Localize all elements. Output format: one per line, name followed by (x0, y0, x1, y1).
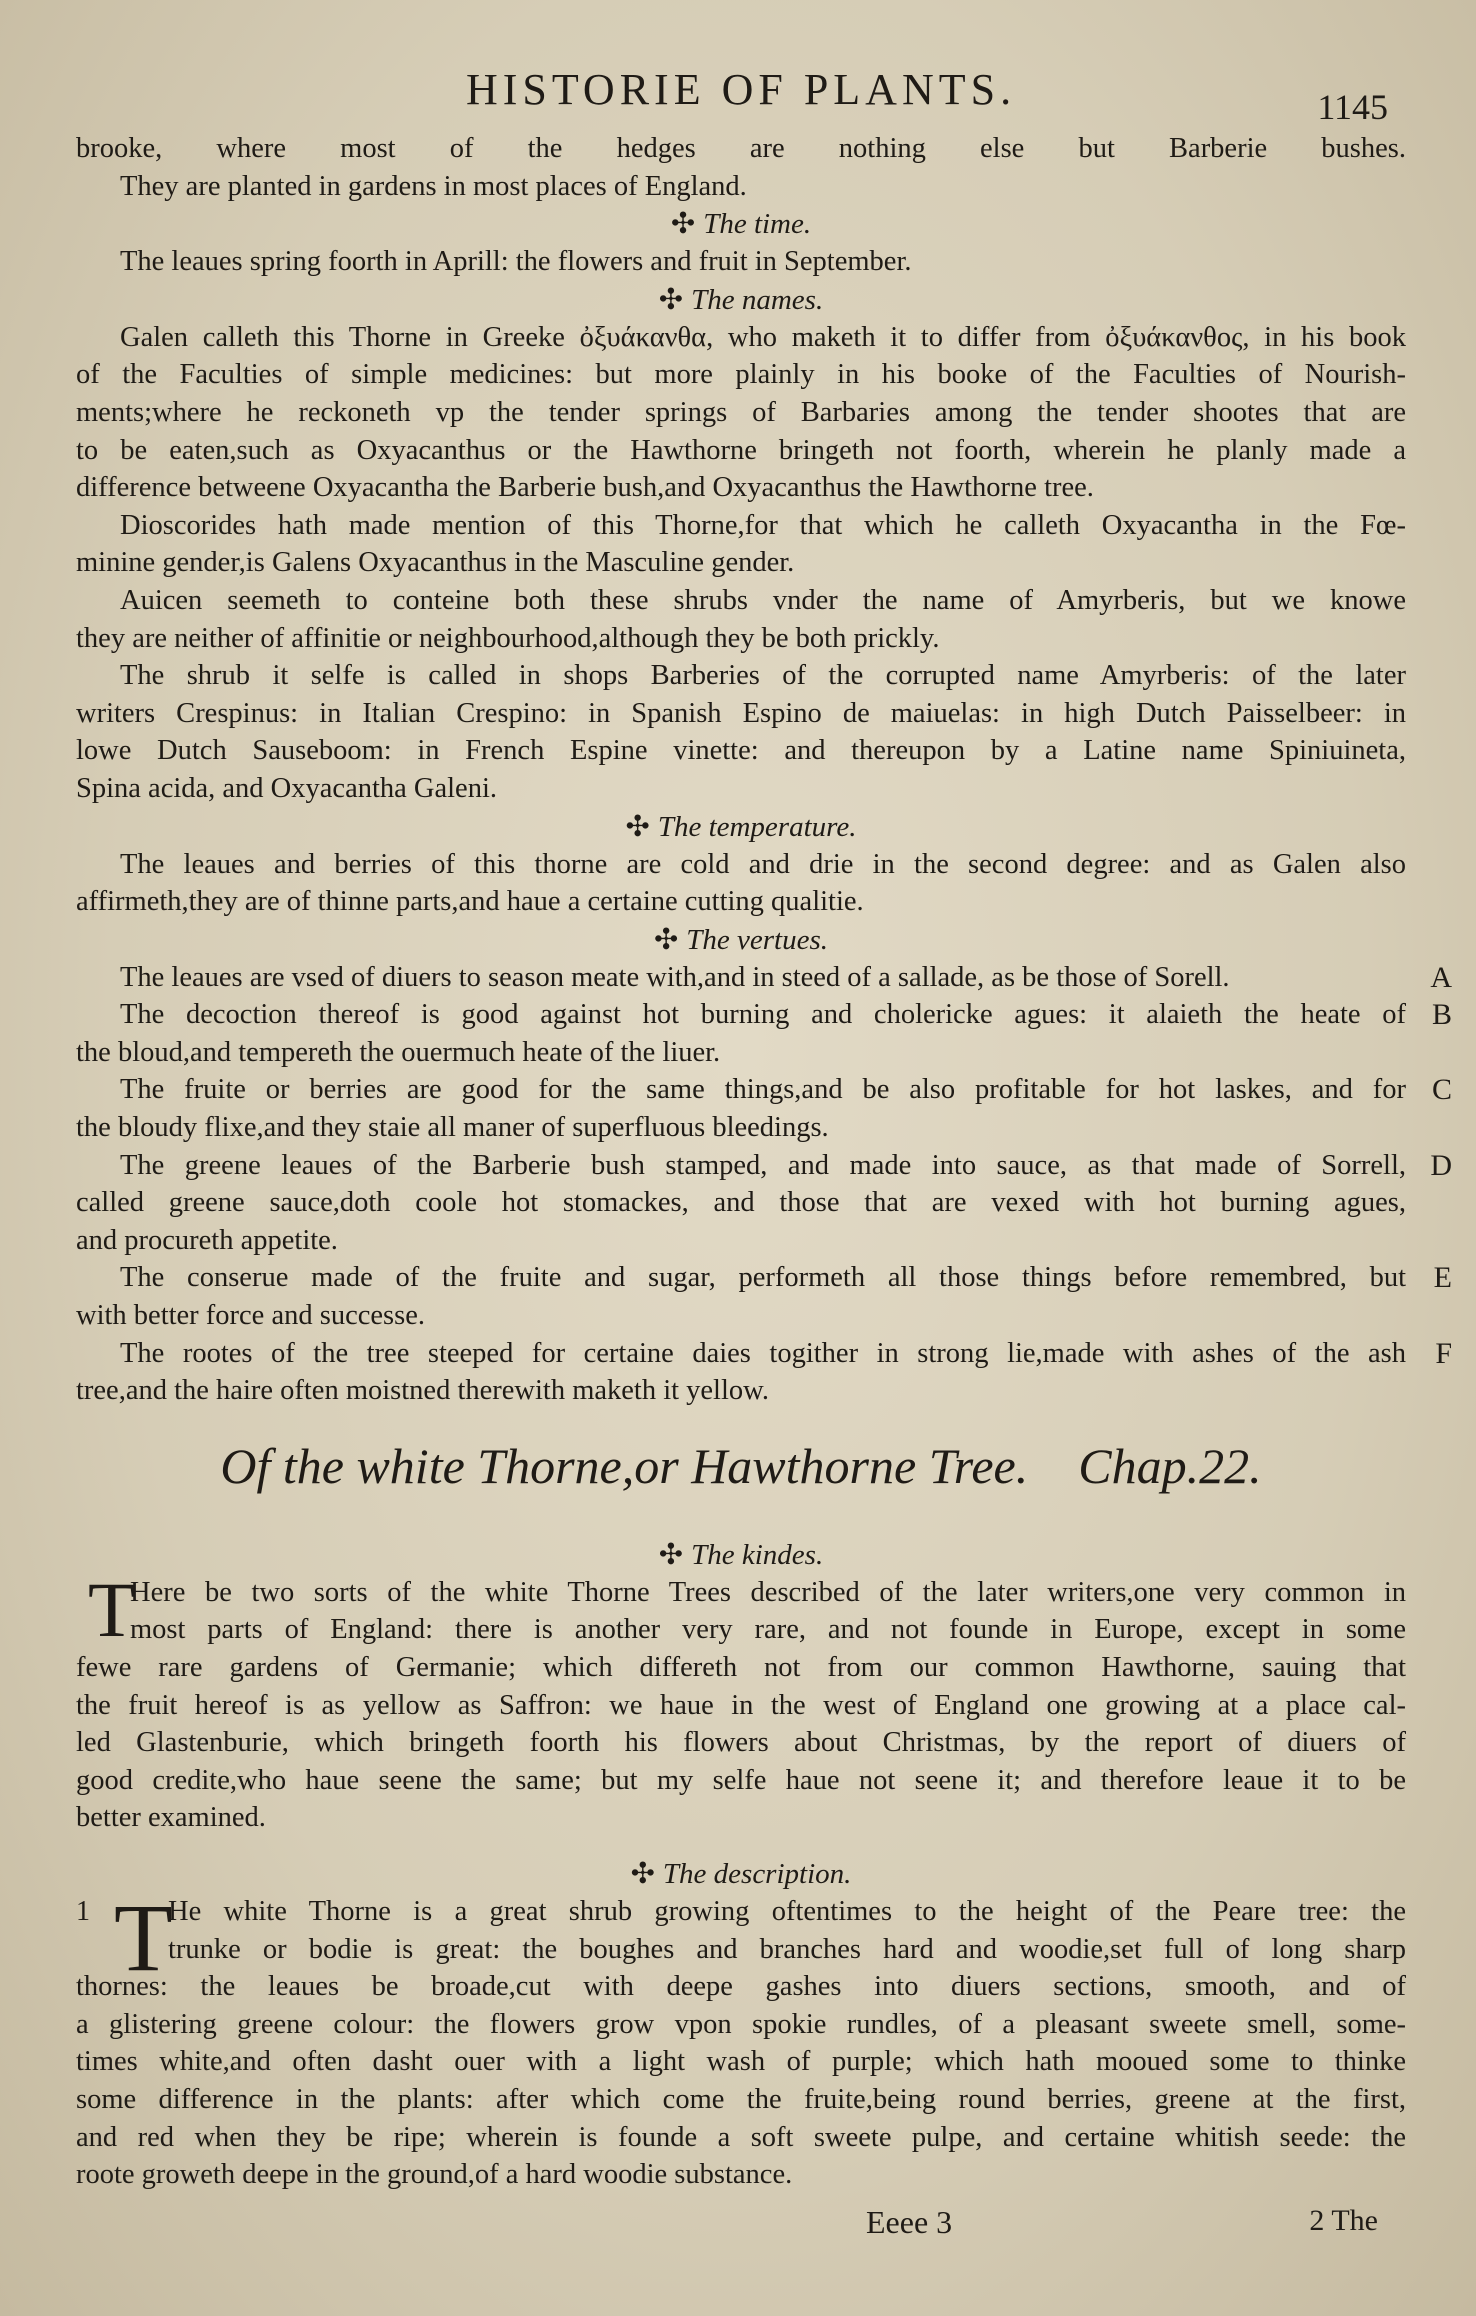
section-heading-temperature (76, 808, 1406, 846)
text-line: to be eaten,such as Oxyacanthus or the Hawthorne bringeth not foorth, wherein he planly made a (76, 434, 1406, 466)
heading-label: The temperature. (657, 810, 857, 843)
margin-letter: C (1431, 1073, 1452, 1107)
text-line: writers Crespinus: in Italian Crespino: in Spanish Espino de maiuelas: in high Dutch Paisselbeer: in (76, 697, 1406, 729)
section-heading-kindes (76, 1536, 1406, 1574)
text-line: brooke, where most of the hedges are nothing else but Barberie bushes. (76, 133, 1406, 164)
page-number: 1145 (1317, 87, 1388, 127)
text-line: the bloudy flixe,and they staie all maner of superfluous bleedings. (76, 1112, 829, 1144)
page-footer (76, 2204, 1406, 2264)
text-line: tree,and the haire often moistned therewith maketh it yellow. (76, 1375, 770, 1407)
text-line: led Glastenburie, which bringeth foorth his flowers about Christmas, by the report of diuers of (76, 1727, 1406, 1759)
text-line: The leaues and berries of this thorne are cold and drie in the second degree: and as Galen also (120, 848, 1406, 880)
vertue-item-f (76, 1335, 1452, 1410)
text-line: the fruit hereof is as yellow as Saffron: we haue in the west of England one growing at a place cal- (76, 1689, 1406, 1721)
margin-letter: E (1433, 1261, 1452, 1295)
text-line: better examined. (76, 1802, 266, 1834)
text-line: they are neither of affinitie or neighbourhood,although they be both prickly. (76, 622, 940, 654)
text-line: Here be two sorts of the white Thorne Trees described of the later writers,one very common in (130, 1576, 1406, 1608)
fleuron-icon: ✣ (670, 208, 696, 241)
signature-mark: Eeee 3 (866, 2203, 953, 2240)
text-line: He white Thorne is a great shrub growing oftentimes to the height of the Peare tree: the (168, 1895, 1406, 1927)
heading-label: The kindes. (691, 1538, 824, 1571)
text-line: fewe rare gardens of Germanie; which differeth not from our common Hawthorne, sauing that (76, 1652, 1406, 1683)
chapter-number: Chap.22. (1078, 1437, 1262, 1494)
text-line: The greene leaues of the Barberie bush stamped, and made into sauce, as that made of Sorrell, (120, 1149, 1406, 1181)
text-line: The shrub it selfe is called in shops Barberies of the corrupted name Amyrberis: of the later (120, 660, 1406, 692)
text-line: good credite,who haue seene the same; but my selfe haue not seene it; and therefore leaue it to be (76, 1764, 1406, 1796)
section-heading-description (76, 1855, 1406, 1893)
heading-label: The time. (703, 208, 812, 241)
text-line: a glistering greene colour: the flowers grow vpon spokie rundles, of a pleasant sweete smell, some- (76, 2008, 1406, 2040)
fleuron-icon: ✣ (653, 923, 679, 956)
section-heading-names (76, 281, 1406, 319)
text-line: difference betweene Oxyacantha the Barberie bush,and Oxyacanthus the Hawthorne tree. (76, 472, 1094, 504)
description-paragraph (76, 1883, 1406, 2194)
section-heading-vertues (76, 921, 1406, 959)
text-line: with better force and successe. (76, 1300, 425, 1332)
text-line: Dioscorides hath made mention of this Thorne,for that which he calleth Oxyacantha in the Fœ- (120, 509, 1406, 541)
margin-letter: D (1430, 1148, 1452, 1182)
text-line: the bloud,and tempereth the ouermuch heate of the liuer. (76, 1036, 721, 1068)
text-line: Galen calleth this Thorne in Greeke ὀξυάκανθα, who maketh it to differ from ὀξυάκανθος, in his book (120, 321, 1406, 353)
running-head: HISTORIE OF PLANTS. (465, 65, 1017, 114)
heading-label: The description. (662, 1857, 852, 1890)
kindes-paragraph (76, 1565, 1406, 1837)
chapter-name: Of the white Thorne,or Hawthorne Tree. (220, 1437, 1029, 1494)
text-line: Spina acida, and Oxyacantha Galeni. (76, 772, 498, 804)
vertue-item-d (76, 1147, 1452, 1260)
page-header (76, 60, 1406, 130)
catchword: 2 The (1309, 2203, 1378, 2237)
text-line: The rootes of the tree steeped for certaine daies togither in strong lie,made with ashes of the ash (120, 1337, 1406, 1369)
fleuron-icon: ✣ (630, 1857, 655, 1890)
heading-label: The names. (691, 283, 824, 316)
text-line: The fruite or berries are good for the same things,and be also profitable for hot laskes, and for (120, 1074, 1406, 1106)
text-line: minine gender,is Galens Oxyacanthus in the Masculine gender. (76, 547, 795, 579)
text-line: some difference in the plants: after which come the fruite,being round berries, greene at the first, (76, 2083, 1406, 2115)
fleuron-icon: ✣ (658, 1538, 684, 1571)
drop-cap: T (88, 1565, 136, 1653)
text-line: lowe Dutch Sauseboom: in French Espine vinette: and thereupon by a Latine name Spiniuineta, (76, 735, 1406, 767)
text-line: called greene sauce,doth coole hot stomackes, and those that are vexed with hot burning agues, (76, 1187, 1406, 1219)
text-line: They are planted in gardens in most places of England. (120, 170, 747, 202)
margin-letter: A (1430, 960, 1452, 994)
text-line: and red when they be ripe; wherein is founde a soft sweete pulpe, and certaine whitish seede: the (76, 2121, 1406, 2153)
description-number: 1 (76, 1895, 90, 1927)
text-line: roote groweth deepe in the ground,of a hard woodie substance. (76, 2159, 793, 2191)
heading-label: The vertues. (686, 923, 829, 956)
text-line: The conserue made of the fruite and sugar, performeth all those things before remembred, but (120, 1262, 1406, 1294)
text-line: times white,and often dasht ouer with a light wash of purple; which hath mooued some to thinke (76, 2046, 1406, 2078)
text-line: and procureth appetite. (76, 1224, 338, 1256)
vertue-item-a (76, 959, 1452, 997)
text-line: ments;where he reckoneth vp the tender springs of Barbaries among the tender shootes that are (76, 396, 1406, 428)
text-line: thornes: the leaues be broade,cut with deepe gashes into diuers sections, smooth, and of (76, 1971, 1406, 2003)
chapter-title (76, 1436, 1406, 1496)
text-line: most parts of England: there is another very rare, and not founde in Europe, except in some (130, 1614, 1406, 1646)
text-line: of the Faculties of simple medicines: but more plainly in his booke of the Faculties of Nourish- (76, 359, 1406, 391)
text-line: trunke or bodie is great: the boughes and branches hard and woodie,set full of long sharp (168, 1933, 1406, 1965)
text-line: The leaues spring foorth in Aprill: the flowers and fruit in September. (120, 246, 912, 278)
vertue-item-b (76, 996, 1452, 1071)
fleuron-icon: ✣ (658, 283, 684, 316)
text-line: affirmeth,they are of thinne parts,and haue a certaine cutting qualitie. (76, 886, 864, 918)
vertue-item-c (76, 1071, 1452, 1146)
vertue-item-e (76, 1259, 1452, 1334)
drop-cap: T (114, 1883, 173, 1991)
margin-letter: B (1431, 998, 1452, 1032)
section-heading-time (76, 205, 1406, 243)
margin-letter: F (1435, 1336, 1452, 1370)
text-line: The leaues are vsed of diuers to season meate with,and in steed of a sallade, as be those of Sorell. (120, 961, 1230, 993)
opening-text (76, 130, 1406, 205)
text-line: Auicen seemeth to conteine both these shrubs vnder the name of Amyrberis, but we knowe (120, 584, 1406, 616)
fleuron-icon: ✣ (625, 810, 650, 843)
names-paragraph (76, 319, 1406, 808)
text-line: The decoction thereof is good against hot burning and cholericke agues: it alaieth the heate of (120, 999, 1406, 1031)
